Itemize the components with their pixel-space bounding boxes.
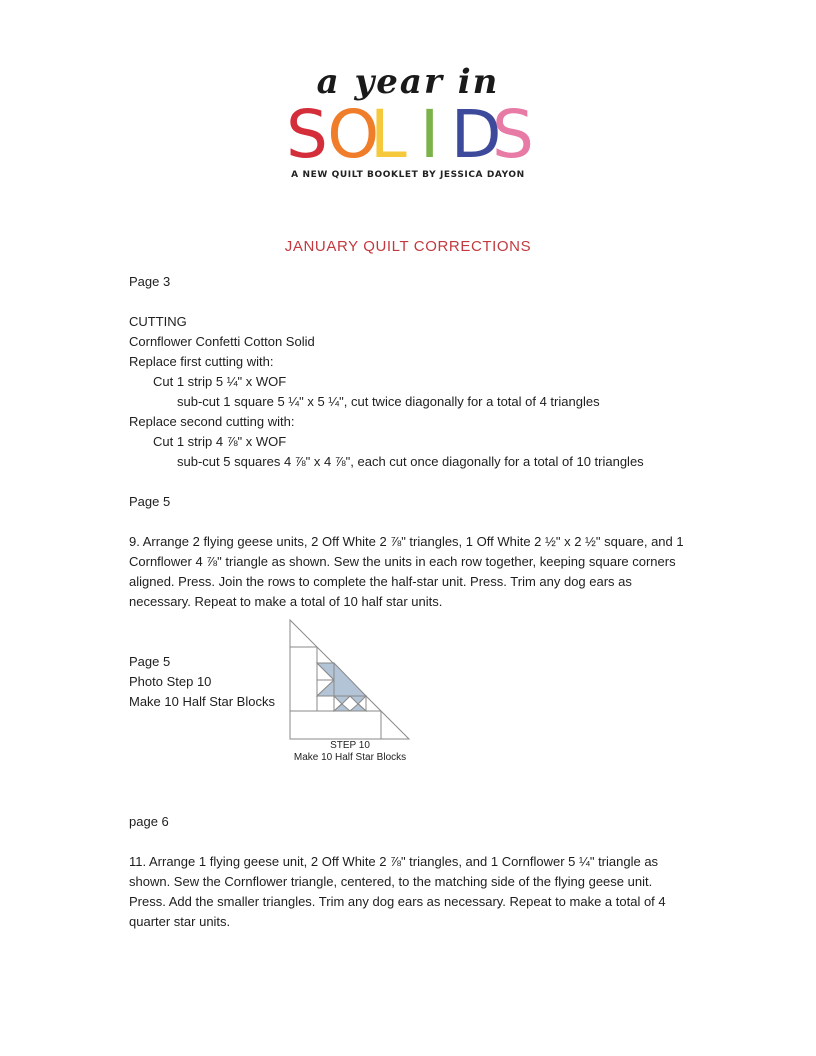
fabric-name: Cornflower Confetti Cotton Solid [129, 334, 315, 349]
page-title: JANUARY QUILT CORRECTIONS [284, 238, 532, 255]
logo-letter: O [327, 96, 380, 173]
photo-step-label: Photo Step 10 [129, 674, 212, 689]
subcut-instruction: sub-cut 1 square 5 ¼" x 5 ¼", cut twice diagonally for a total of 4 triangles [177, 394, 600, 409]
step-paragraph: 9. Arrange 2 flying geese units, 2 Off White 2 ⅞" triangles, 1 Off White 2 ½" x 2 ½" square, and 1 Cornflower 4 ⅞" triangle as shown. Sew the units in each row together, keeping square corners aligned. Press. Join the rows to complete the half-star unit. Press. Trim any dog ears as necessary. Repeat to make a total of 10 half star units. [129, 534, 684, 609]
brand-logo [280, 60, 536, 190]
page-reference: Page 3 [129, 274, 171, 289]
cut-instruction: Cut 1 strip 4 ⅞" x WOF [153, 434, 287, 449]
logo-letter: S [286, 96, 328, 173]
cornflower-triangle [334, 663, 366, 696]
cut-instruction: Cut 1 strip 5 ¼" x WOF [153, 374, 287, 389]
page-reference: page 6 [129, 814, 169, 829]
figure-caption-make: Make 10 Half Star Blocks [293, 752, 407, 763]
logo-word [286, 96, 534, 173]
logo-subtitle: A NEW QUILT BOOKLET BY JESSICA DAYON [291, 170, 525, 180]
logo-letter: I [419, 96, 440, 173]
subcut-instruction: sub-cut 5 squares 4 ⅞" x 4 ⅞", each cut once diagonally for a total of 10 triangles [177, 454, 644, 469]
step-paragraph: 11. Arrange 1 flying geese unit, 2 Off White 2 ⅞" triangles, and 1 Cornflower 5 ¼" triangle as shown. Sew the Cornflower triangle, centered, to the matching side of the flying geese unit. Press. Add the smaller triangles. Trim any dog ears as necessary. Repeat to make a total of 4 quarter star units. [129, 854, 666, 929]
instruction-line: Replace first cutting with: [129, 354, 274, 369]
page-reference: Page 5 [129, 654, 171, 669]
logo-letter: D [450, 96, 502, 173]
make-blocks-label: Make 10 Half Star Blocks [129, 694, 275, 709]
page-reference: Page 5 [129, 494, 171, 509]
quilt-block-svg [286, 618, 414, 740]
logo-script-text: a year in [316, 62, 500, 102]
figure-caption-step: STEP 10 [330, 740, 370, 751]
instruction-line: Replace second cutting with: [129, 414, 295, 429]
section-heading: CUTTING [129, 314, 187, 329]
half-star-block-diagram [286, 618, 414, 768]
logo-letter: L [369, 96, 407, 173]
logo-letter: S [491, 96, 534, 173]
